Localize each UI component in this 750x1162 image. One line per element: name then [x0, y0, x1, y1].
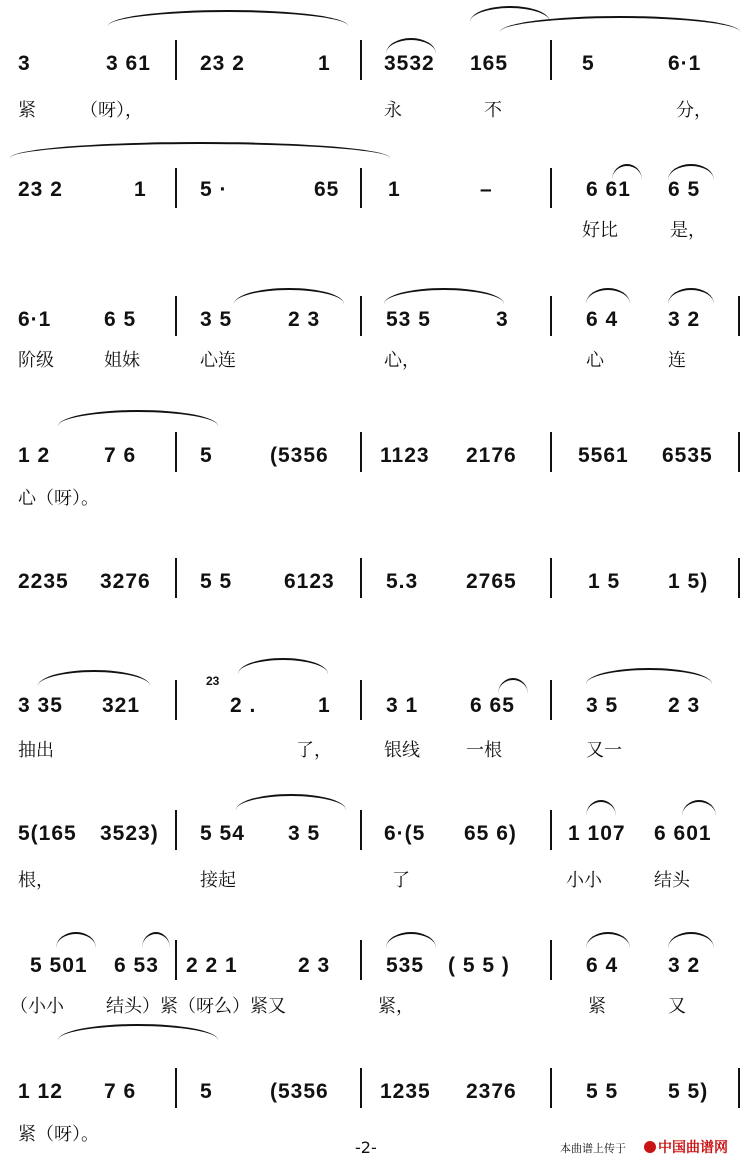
lyric-text: 结头）紧（呀么）紧又 [106, 996, 286, 1017]
barline [550, 1068, 552, 1108]
note-group: 1 5 [588, 570, 621, 593]
note-group: 65 6) [464, 822, 517, 845]
note-group: 2 3 [668, 694, 701, 717]
note-group: 1 [134, 178, 147, 201]
site-logo-text: 中国曲谱网 [658, 1140, 728, 1156]
note-group: 6·(5 [384, 822, 426, 845]
barline [360, 680, 362, 720]
barline [550, 810, 552, 850]
note-group: 535 [386, 954, 425, 977]
lyric-text: 抽出 [18, 740, 54, 761]
barline [175, 432, 177, 472]
note-group: 5 · [200, 178, 228, 201]
barline [360, 810, 362, 850]
slur-line [384, 288, 504, 304]
page-number: -2- [355, 1138, 377, 1157]
barline [550, 680, 552, 720]
note-group: 5.3 [386, 570, 419, 593]
note-group: 6·1 [668, 52, 702, 75]
site-logo [644, 1137, 728, 1157]
upload-note: 本曲谱上传于 [560, 1142, 626, 1155]
lyric-text: 紧 [588, 996, 606, 1017]
barline [738, 432, 740, 472]
note-group: 6 601 [654, 822, 712, 845]
note-group: 1123 [380, 444, 430, 467]
barline [360, 1068, 362, 1108]
note-group: 3 [496, 308, 509, 331]
barline [360, 168, 362, 208]
barline [738, 296, 740, 336]
note-group: 5(165 [18, 822, 77, 845]
note-group: 65 [314, 178, 340, 201]
barline [550, 558, 552, 598]
barline [550, 940, 552, 980]
note-group: 3 35 [18, 694, 63, 717]
lyric-text: 永 [384, 100, 402, 121]
barline [175, 40, 177, 80]
note-group: 53 5 [386, 308, 431, 331]
barline [550, 168, 552, 208]
lyric-text: 心 [586, 350, 604, 371]
slur-line [586, 800, 616, 816]
barline [550, 432, 552, 472]
grace-note: 23 [206, 674, 220, 688]
lyric-text: （小小 [10, 996, 64, 1017]
lyric-text: 小小 [566, 870, 602, 891]
slur-line [386, 932, 436, 948]
note-group: 3 1 [386, 694, 419, 717]
note-group: 3 5 [288, 822, 321, 845]
note-group: 7 6 [104, 1080, 137, 1103]
lyric-text: 阶级 [18, 350, 54, 371]
note-group: 5 [200, 444, 213, 467]
note-group: 6 4 [586, 308, 619, 331]
site-logo-icon [644, 1141, 656, 1153]
barline [550, 40, 552, 80]
barline [175, 680, 177, 720]
note-group: (5356 [270, 1080, 329, 1103]
lyric-text: 是， [670, 220, 706, 241]
slur-line [108, 10, 348, 26]
note-group: 5 [200, 1080, 213, 1103]
slur-line [58, 1024, 218, 1040]
lyric-text: 姐妹 [104, 350, 140, 371]
lyric-text: 分， [676, 100, 712, 121]
note-group: 2765 [466, 570, 517, 593]
barline [738, 558, 740, 598]
note-group: 3 5 [200, 308, 233, 331]
slur-line [668, 288, 714, 304]
barline [175, 1068, 177, 1108]
note-group: 5 5) [668, 1080, 709, 1103]
note-group: 6 53 [114, 954, 159, 977]
note-group: 6 61 [586, 178, 631, 201]
note-group: 321 [102, 694, 141, 717]
note-group: 1 12 [18, 1080, 63, 1103]
note-group: 3 2 [668, 954, 701, 977]
note-group: 5 5 [586, 1080, 619, 1103]
lyric-text: 连 [668, 350, 686, 371]
lyric-text: 紧（呀）。 [18, 1124, 99, 1145]
note-group: 2235 [18, 570, 69, 593]
note-group: 3276 [100, 570, 151, 593]
lyric-text: 了， [296, 740, 332, 761]
note-group: 6 5 [668, 178, 701, 201]
note-group: 1 [318, 52, 331, 75]
slur-line [498, 678, 528, 694]
barline [360, 558, 362, 598]
lyric-text: 接起 [200, 870, 236, 891]
barline [175, 168, 177, 208]
note-group: 2 2 1 [186, 954, 238, 977]
note-group: 3 [18, 52, 31, 75]
barline [360, 40, 362, 80]
note-group: 2376 [466, 1080, 517, 1103]
note-group: 3 5 [586, 694, 619, 717]
note-group: 2 3 [298, 954, 331, 977]
barline [175, 940, 177, 980]
note-group: 7 6 [104, 444, 137, 467]
note-group: (5356 [270, 444, 329, 467]
note-group: – [480, 178, 493, 201]
note-group: 2 3 [288, 308, 321, 331]
note-group: 3532 [384, 52, 435, 75]
note-group: 3523) [100, 822, 159, 845]
lyric-text: 不 [484, 100, 502, 121]
lyric-text: 紧， [378, 996, 414, 1017]
note-group: 5 54 [200, 822, 245, 845]
lyric-text: 心（呀）。 [18, 488, 99, 509]
note-group: 6123 [284, 570, 335, 593]
slur-line [10, 142, 390, 158]
slur-line [586, 668, 712, 684]
note-group: 1 107 [568, 822, 626, 845]
slur-line [38, 670, 150, 686]
lyric-text: （呀）， [80, 100, 143, 121]
note-group: 1 [318, 694, 331, 717]
lyric-text: 银线 [384, 740, 420, 761]
note-group: 23 2 [200, 52, 245, 75]
barline [360, 296, 362, 336]
barline [360, 940, 362, 980]
note-group: 6·1 [18, 308, 52, 331]
lyric-text: 了 [392, 870, 410, 891]
barline [175, 296, 177, 336]
note-group: 6 4 [586, 954, 619, 977]
note-group: 2176 [466, 444, 517, 467]
note-group: 5 501 [30, 954, 88, 977]
note-group: 5 5 [200, 570, 233, 593]
note-group: 5561 [578, 444, 629, 467]
slur-line [58, 410, 218, 426]
lyric-text: 根， [18, 870, 54, 891]
note-group: 1 5) [668, 570, 709, 593]
slur-line [234, 288, 344, 304]
note-group: 1235 [380, 1080, 431, 1103]
slur-line [668, 932, 714, 948]
lyric-text: 心， [384, 350, 420, 371]
slur-line [586, 288, 630, 304]
note-group: 6 5 [104, 308, 137, 331]
slur-line [586, 932, 630, 948]
barline [175, 810, 177, 850]
lyric-text: 又 [668, 996, 686, 1017]
slur-line [682, 800, 716, 816]
note-group: 165 [470, 52, 509, 75]
lyric-text: 又一 [586, 740, 622, 761]
lyric-text: 紧 [18, 100, 36, 121]
lyric-text: 心连 [200, 350, 236, 371]
note-group: 3 2 [668, 308, 701, 331]
barline [550, 296, 552, 336]
note-group: 2 . [230, 694, 257, 717]
slur-line [238, 658, 328, 674]
barline [360, 432, 362, 472]
barline [738, 1068, 740, 1108]
note-group: 3 61 [106, 52, 151, 75]
lyric-text: 一根 [466, 740, 502, 761]
slur-line [142, 932, 170, 948]
note-group: 1 2 [18, 444, 51, 467]
note-group: 6 65 [470, 694, 515, 717]
note-group: 23 2 [18, 178, 63, 201]
slur-line [56, 932, 96, 948]
note-group: 1 [388, 178, 401, 201]
lyric-text: 好比 [582, 220, 618, 241]
note-group: 6535 [662, 444, 713, 467]
lyric-text: 结头 [654, 870, 690, 891]
note-group: ( 5 5 ) [448, 954, 510, 977]
barline [175, 558, 177, 598]
slur-line [236, 794, 346, 810]
note-group: 5 [582, 52, 595, 75]
